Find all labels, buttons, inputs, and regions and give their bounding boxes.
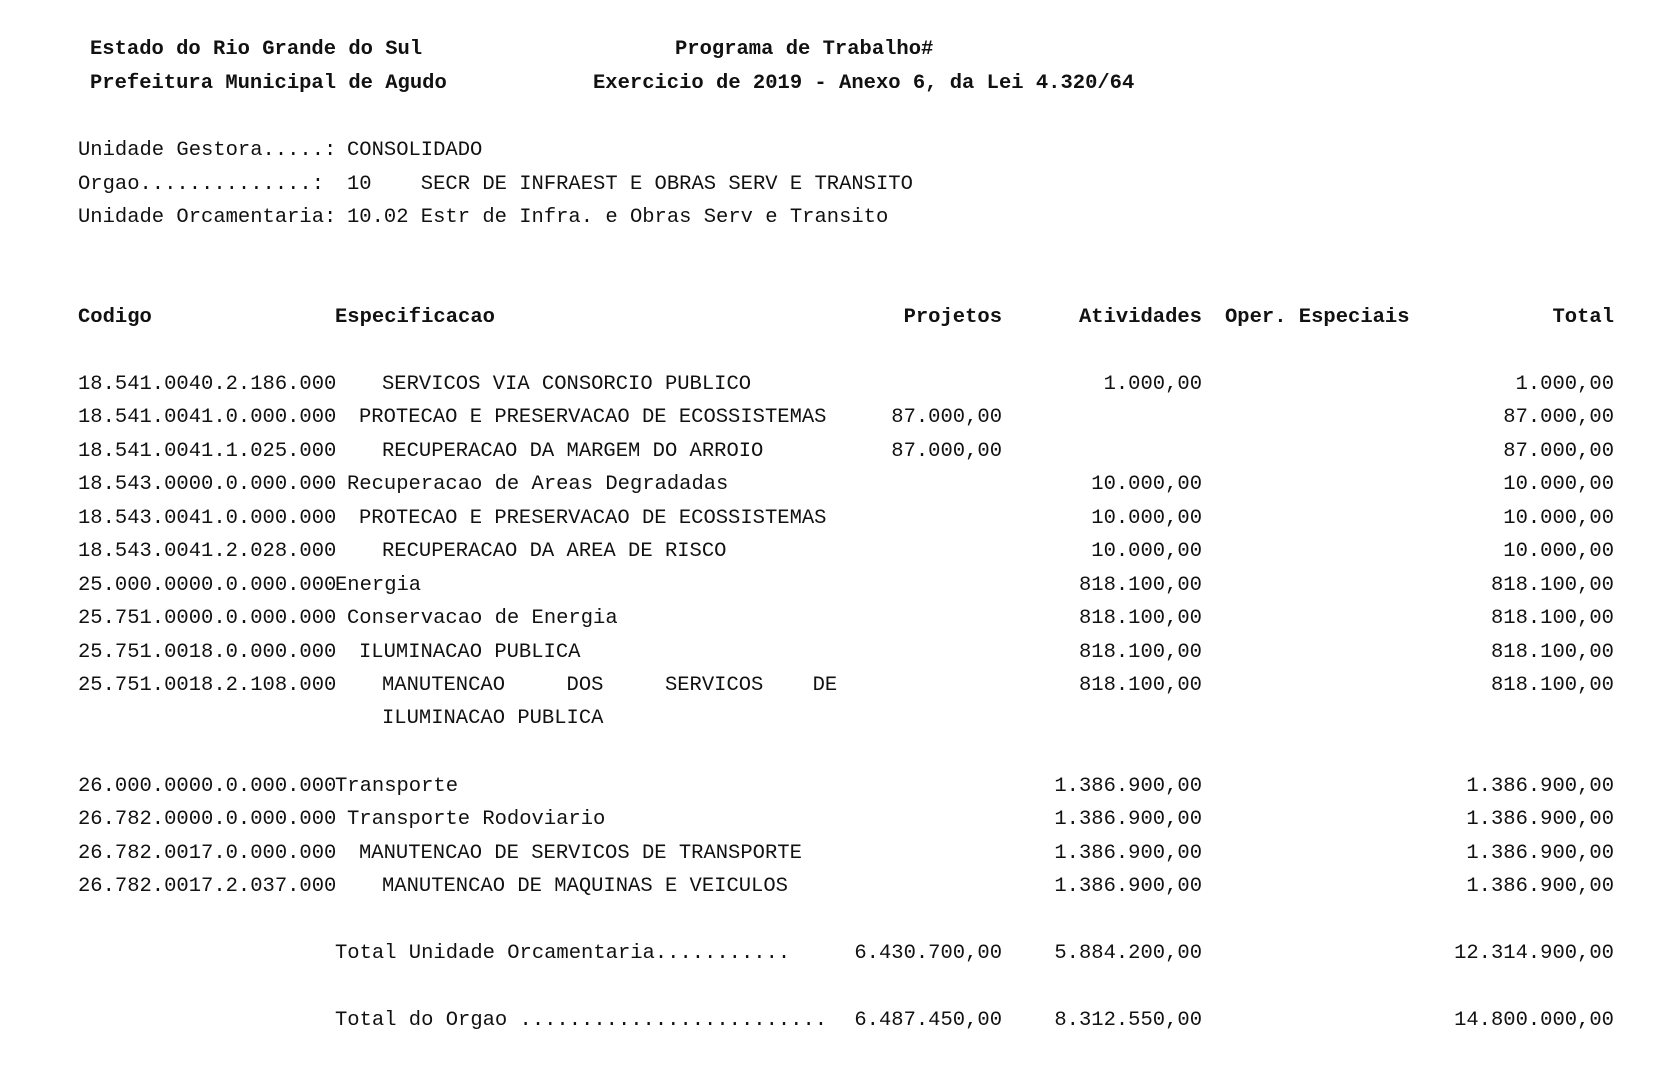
row-especificacao: PROTECAO E PRESERVACAO DE ECOSSISTEMAS [359,507,827,530]
total-value: 14.800.000,00 [1454,1009,1614,1032]
row-especificacao-cont: ILUMINACAO PUBLICA [382,707,604,730]
exercise-title: Exercicio de 2019 - Anexo 6, da Lei 4.320/64 [593,72,1135,95]
row-atividades: 1.386.900,00 [1054,808,1202,831]
total-projetos: 6.430.700,00 [854,942,1002,965]
row-codigo: 25.000.0000.0.000.000 [78,574,337,597]
row-atividades: 818.100,00 [1078,574,1202,597]
col-header-codigo: Codigo [78,306,152,329]
row-especificacao: RECUPERACAO DA MARGEM DO ARROIO [382,440,764,463]
municipality-name: Prefeitura Municipal de Agudo [90,72,447,95]
total-atividades: 8.312.550,00 [1054,1009,1202,1032]
unidade-gestora-label: Unidade Gestora.....: [78,139,337,162]
row-especificacao: MANUTENCAO DOS SERVICOS DE [382,674,838,697]
row-especificacao: ILUMINACAO PUBLICA [359,641,581,664]
orgao-value: 10 SECR DE INFRAEST E OBRAS SERV E TRANSITO [347,173,913,196]
total-label: Total do Orgao ......................... [335,1009,828,1032]
row-total: 87.000,00 [1503,406,1614,429]
row-codigo: 26.782.0000.0.000.000 [78,808,337,831]
row-especificacao: Transporte Rodoviario [347,808,606,831]
row-codigo: 18.541.0041.0.000.000 [78,406,337,429]
unidade-orcamentaria-label: Unidade Orcamentaria: [78,206,337,229]
row-codigo: 18.543.0041.2.028.000 [78,540,337,563]
row-total: 818.100,00 [1490,641,1614,664]
total-value: 12.314.900,00 [1454,942,1614,965]
row-especificacao: Recuperacao de Areas Degradadas [347,473,729,496]
col-header-projetos: Projetos [903,306,1002,329]
row-codigo: 18.541.0040.2.186.000 [78,373,337,396]
row-codigo: 18.543.0000.0.000.000 [78,473,337,496]
row-atividades: 10.000,00 [1091,540,1202,563]
row-total: 10.000,00 [1503,540,1614,563]
row-total: 10.000,00 [1503,507,1614,530]
row-codigo: 18.543.0041.0.000.000 [78,507,337,530]
row-codigo: 26.782.0017.2.037.000 [78,875,337,898]
row-atividades: 1.386.900,00 [1054,875,1202,898]
col-header-especificacao: Especificacao [335,306,495,329]
row-especificacao: Transporte [335,775,459,798]
row-codigo: 18.541.0041.1.025.000 [78,440,337,463]
row-atividades: 1.000,00 [1103,373,1202,396]
col-header-total: Total [1552,306,1614,329]
row-total: 818.100,00 [1490,607,1614,630]
row-total: 818.100,00 [1490,574,1614,597]
row-especificacao: Conservacao de Energia [347,607,618,630]
row-especificacao: PROTECAO E PRESERVACAO DE ECOSSISTEMAS [359,406,827,429]
unidade-gestora-value: CONSOLIDADO [347,139,483,162]
row-atividades: 10.000,00 [1091,473,1202,496]
row-total: 1.386.900,00 [1466,842,1614,865]
orgao-label: Orgao..............: [78,173,325,196]
row-codigo: 25.751.0018.0.000.000 [78,641,337,664]
row-projetos: 87.000,00 [891,440,1002,463]
row-codigo: 26.782.0017.0.000.000 [78,842,337,865]
row-codigo: 25.751.0018.2.108.000 [78,674,337,697]
row-especificacao: MANUTENCAO DE SERVICOS DE TRANSPORTE [359,842,802,865]
row-codigo: 26.000.0000.0.000.000 [78,775,337,798]
row-total: 1.000,00 [1515,373,1614,396]
row-total: 1.386.900,00 [1466,775,1614,798]
state-name: Estado do Rio Grande do Sul [90,38,423,61]
row-especificacao: RECUPERACAO DA AREA DE RISCO [382,540,727,563]
row-atividades: 818.100,00 [1078,641,1202,664]
unidade-orcamentaria-value: 10.02 Estr de Infra. e Obras Serv e Transito [347,206,889,229]
row-total: 818.100,00 [1490,674,1614,697]
row-total: 1.386.900,00 [1466,808,1614,831]
row-especificacao: SERVICOS VIA CONSORCIO PUBLICO [382,373,752,396]
col-header-atividades: Atividades [1078,306,1202,329]
program-title: Programa de Trabalho# [675,38,934,61]
total-atividades: 5.884.200,00 [1054,942,1202,965]
total-label: Total Unidade Orcamentaria........... [335,942,791,965]
row-projetos: 87.000,00 [891,406,1002,429]
row-atividades: 818.100,00 [1078,674,1202,697]
row-atividades: 10.000,00 [1091,507,1202,530]
row-especificacao: MANUTENCAO DE MAQUINAS E VEICULOS [382,875,788,898]
row-atividades: 1.386.900,00 [1054,775,1202,798]
row-atividades: 1.386.900,00 [1054,842,1202,865]
row-codigo: 25.751.0000.0.000.000 [78,607,337,630]
row-especificacao: Energia [335,574,422,597]
row-total: 1.386.900,00 [1466,875,1614,898]
row-total: 87.000,00 [1503,440,1614,463]
col-header-oper-especiais: Oper. Especiais [1225,306,1410,329]
total-projetos: 6.487.450,00 [854,1009,1002,1032]
row-atividades: 818.100,00 [1078,607,1202,630]
row-total: 10.000,00 [1503,473,1614,496]
